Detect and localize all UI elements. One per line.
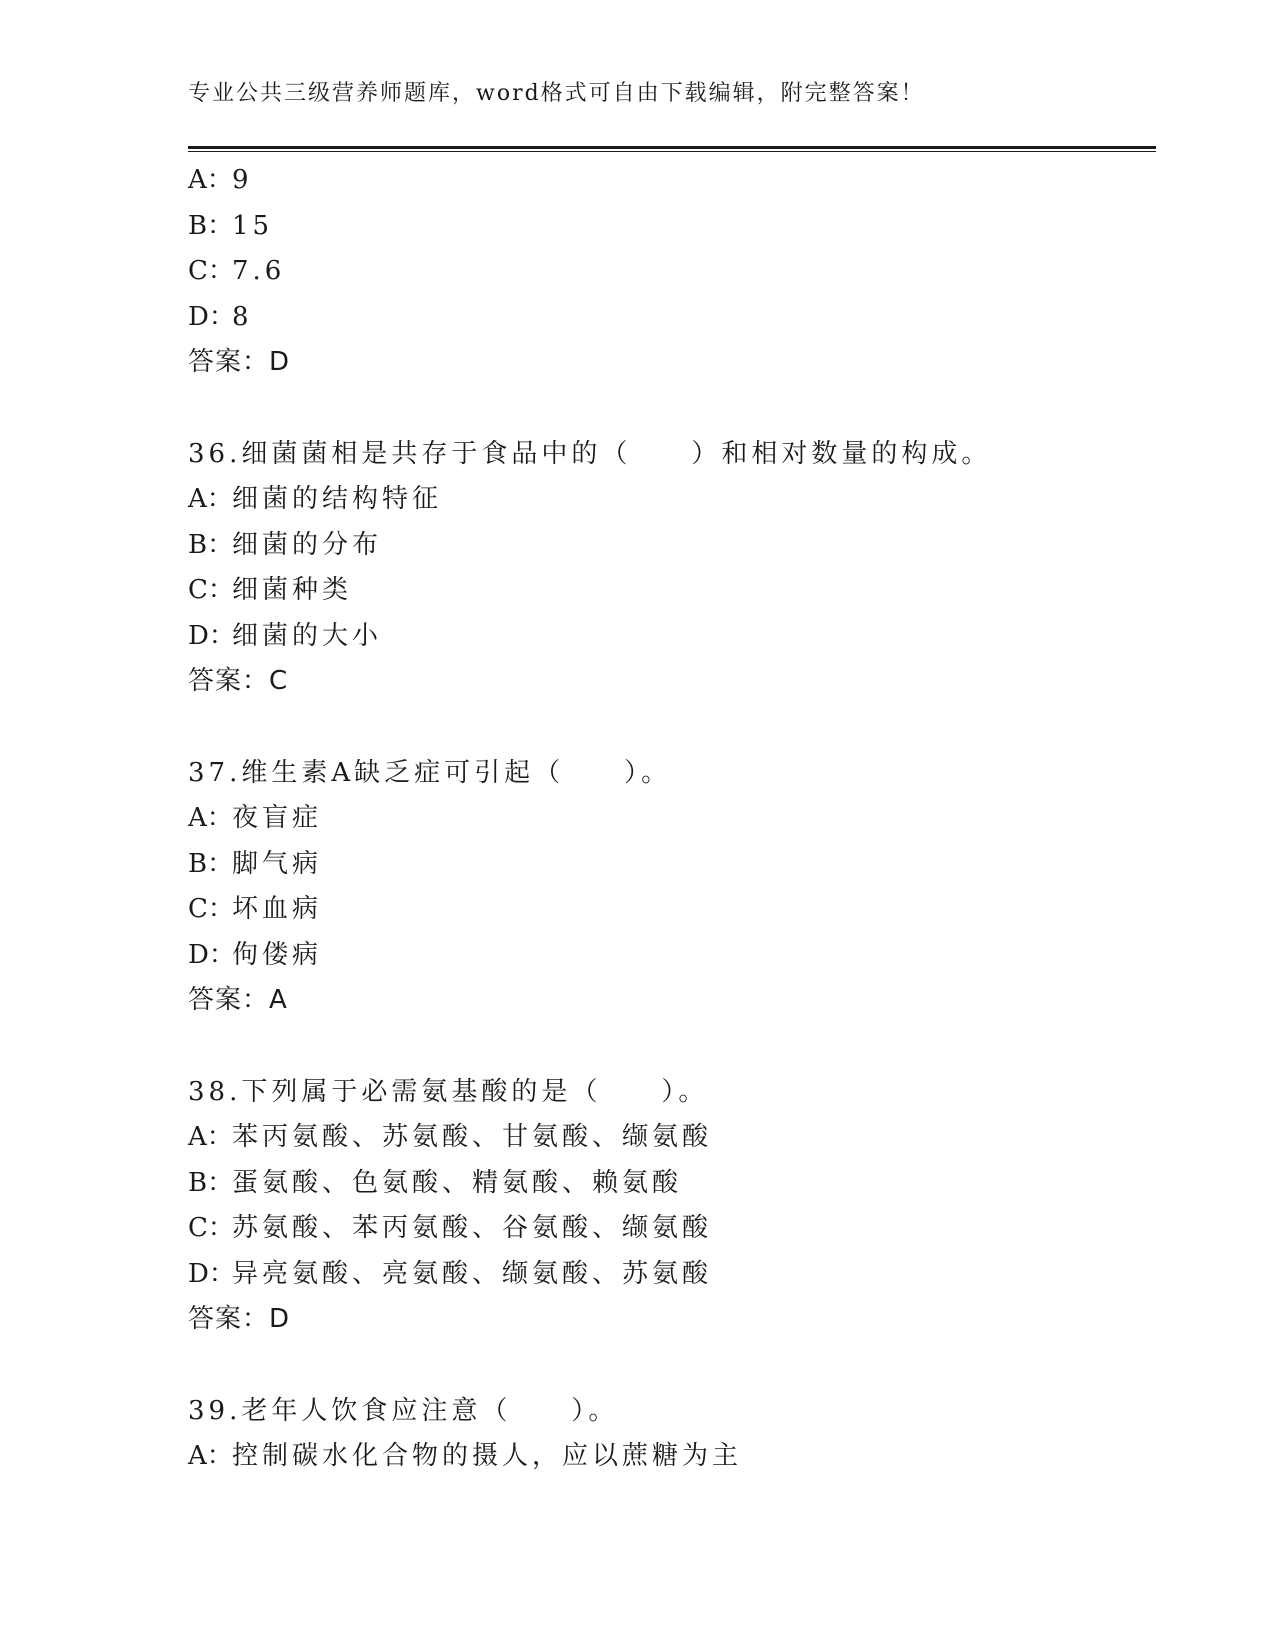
- option-text: 苏氨酸、苯丙氨酸、谷氨酸、缬氨酸: [232, 1213, 713, 1243]
- option-text: 夜盲症: [232, 803, 323, 833]
- option-text: 细菌的结构特征: [232, 484, 443, 514]
- question-stem: 37.维生素A缺乏症可引起（ ）。: [188, 757, 672, 788]
- option-text: 15: [232, 210, 274, 241]
- question-38: [188, 1070, 1156, 1343]
- option-key: C：: [188, 1213, 234, 1243]
- page-header: 专业公共三级营养师题库，word格式可自由下载编辑，附完整答案！: [188, 81, 925, 106]
- answer-line: 答案：D: [188, 1304, 291, 1334]
- question-stem: 38.下列属于必需氨基酸的是（ ）。: [188, 1076, 709, 1107]
- option-key: A：: [188, 803, 233, 833]
- option-key: D：: [188, 1258, 235, 1289]
- option-d: [188, 614, 1156, 660]
- option-text: 蛋氨酸、色氨酸、精氨酸、赖氨酸: [232, 1167, 683, 1198]
- answer-line: 答案：C: [188, 666, 289, 696]
- option-key: D：: [188, 301, 235, 332]
- option-text: 7.6: [232, 256, 286, 286]
- question-stem: 36.细菌菌相是共存于食品中的（ ）和相对数量的构成。: [188, 438, 992, 469]
- option-key: D：: [188, 939, 235, 970]
- option-a: [188, 1115, 1156, 1161]
- question-35-continued: [188, 158, 1156, 386]
- option-key: A：: [188, 1441, 233, 1471]
- option-key: B：: [188, 210, 234, 241]
- option-key: A：: [188, 484, 233, 514]
- option-c: [188, 887, 1156, 933]
- option-key: A：: [188, 1122, 233, 1152]
- option-text: 细菌种类: [232, 575, 353, 605]
- header-divider-thick: [188, 146, 1156, 149]
- answer-line: 答案：A: [188, 985, 288, 1015]
- option-text: 坏血病: [232, 894, 323, 924]
- question-list: [188, 158, 1156, 1480]
- option-a: [188, 1434, 1156, 1480]
- header-divider-thin: [188, 151, 1156, 152]
- option-text: 异亮氨酸、亮氨酸、缬氨酸、苏氨酸: [232, 1258, 713, 1289]
- option-text: 8: [232, 301, 253, 332]
- option-d: [188, 1252, 1156, 1298]
- spacer: [188, 1343, 1156, 1389]
- option-key: C：: [188, 575, 234, 605]
- question-37: [188, 751, 1156, 1024]
- option-b: [188, 842, 1156, 888]
- option-key: C：: [188, 256, 234, 286]
- option-text: 控制碳水化合物的摄人，应以蔗糖为主: [232, 1441, 743, 1471]
- option-text: 9: [232, 165, 253, 195]
- option-a: [188, 477, 1156, 523]
- option-b: [188, 523, 1156, 569]
- option-d: [188, 933, 1156, 979]
- option-key: B：: [188, 848, 234, 879]
- option-key: C：: [188, 894, 234, 924]
- option-key: B：: [188, 1167, 234, 1198]
- option-text: 佝偻病: [232, 939, 323, 970]
- option-key: B：: [188, 529, 234, 560]
- option-key: D：: [188, 620, 235, 651]
- question-36: [188, 432, 1156, 705]
- spacer: [188, 705, 1156, 751]
- option-d: [188, 295, 1156, 341]
- option-c: [188, 1206, 1156, 1252]
- option-text: 苯丙氨酸、苏氨酸、甘氨酸、缬氨酸: [232, 1122, 713, 1152]
- option-b: [188, 1161, 1156, 1207]
- option-c: [188, 568, 1156, 614]
- option-key: A：: [188, 165, 233, 195]
- option-text: 脚气病: [232, 848, 323, 879]
- option-a: [188, 796, 1156, 842]
- spacer: [188, 386, 1156, 432]
- option-text: 细菌的分布: [232, 529, 383, 560]
- answer-line: 答案：D: [188, 347, 291, 377]
- option-a: [188, 158, 1156, 204]
- option-text: 细菌的大小: [232, 620, 383, 651]
- spacer: [188, 1024, 1156, 1070]
- question-stem: 39.老年人饮食应注意（ ）。: [188, 1395, 619, 1426]
- option-c: [188, 249, 1156, 295]
- option-b: [188, 204, 1156, 250]
- question-39: [188, 1389, 1156, 1480]
